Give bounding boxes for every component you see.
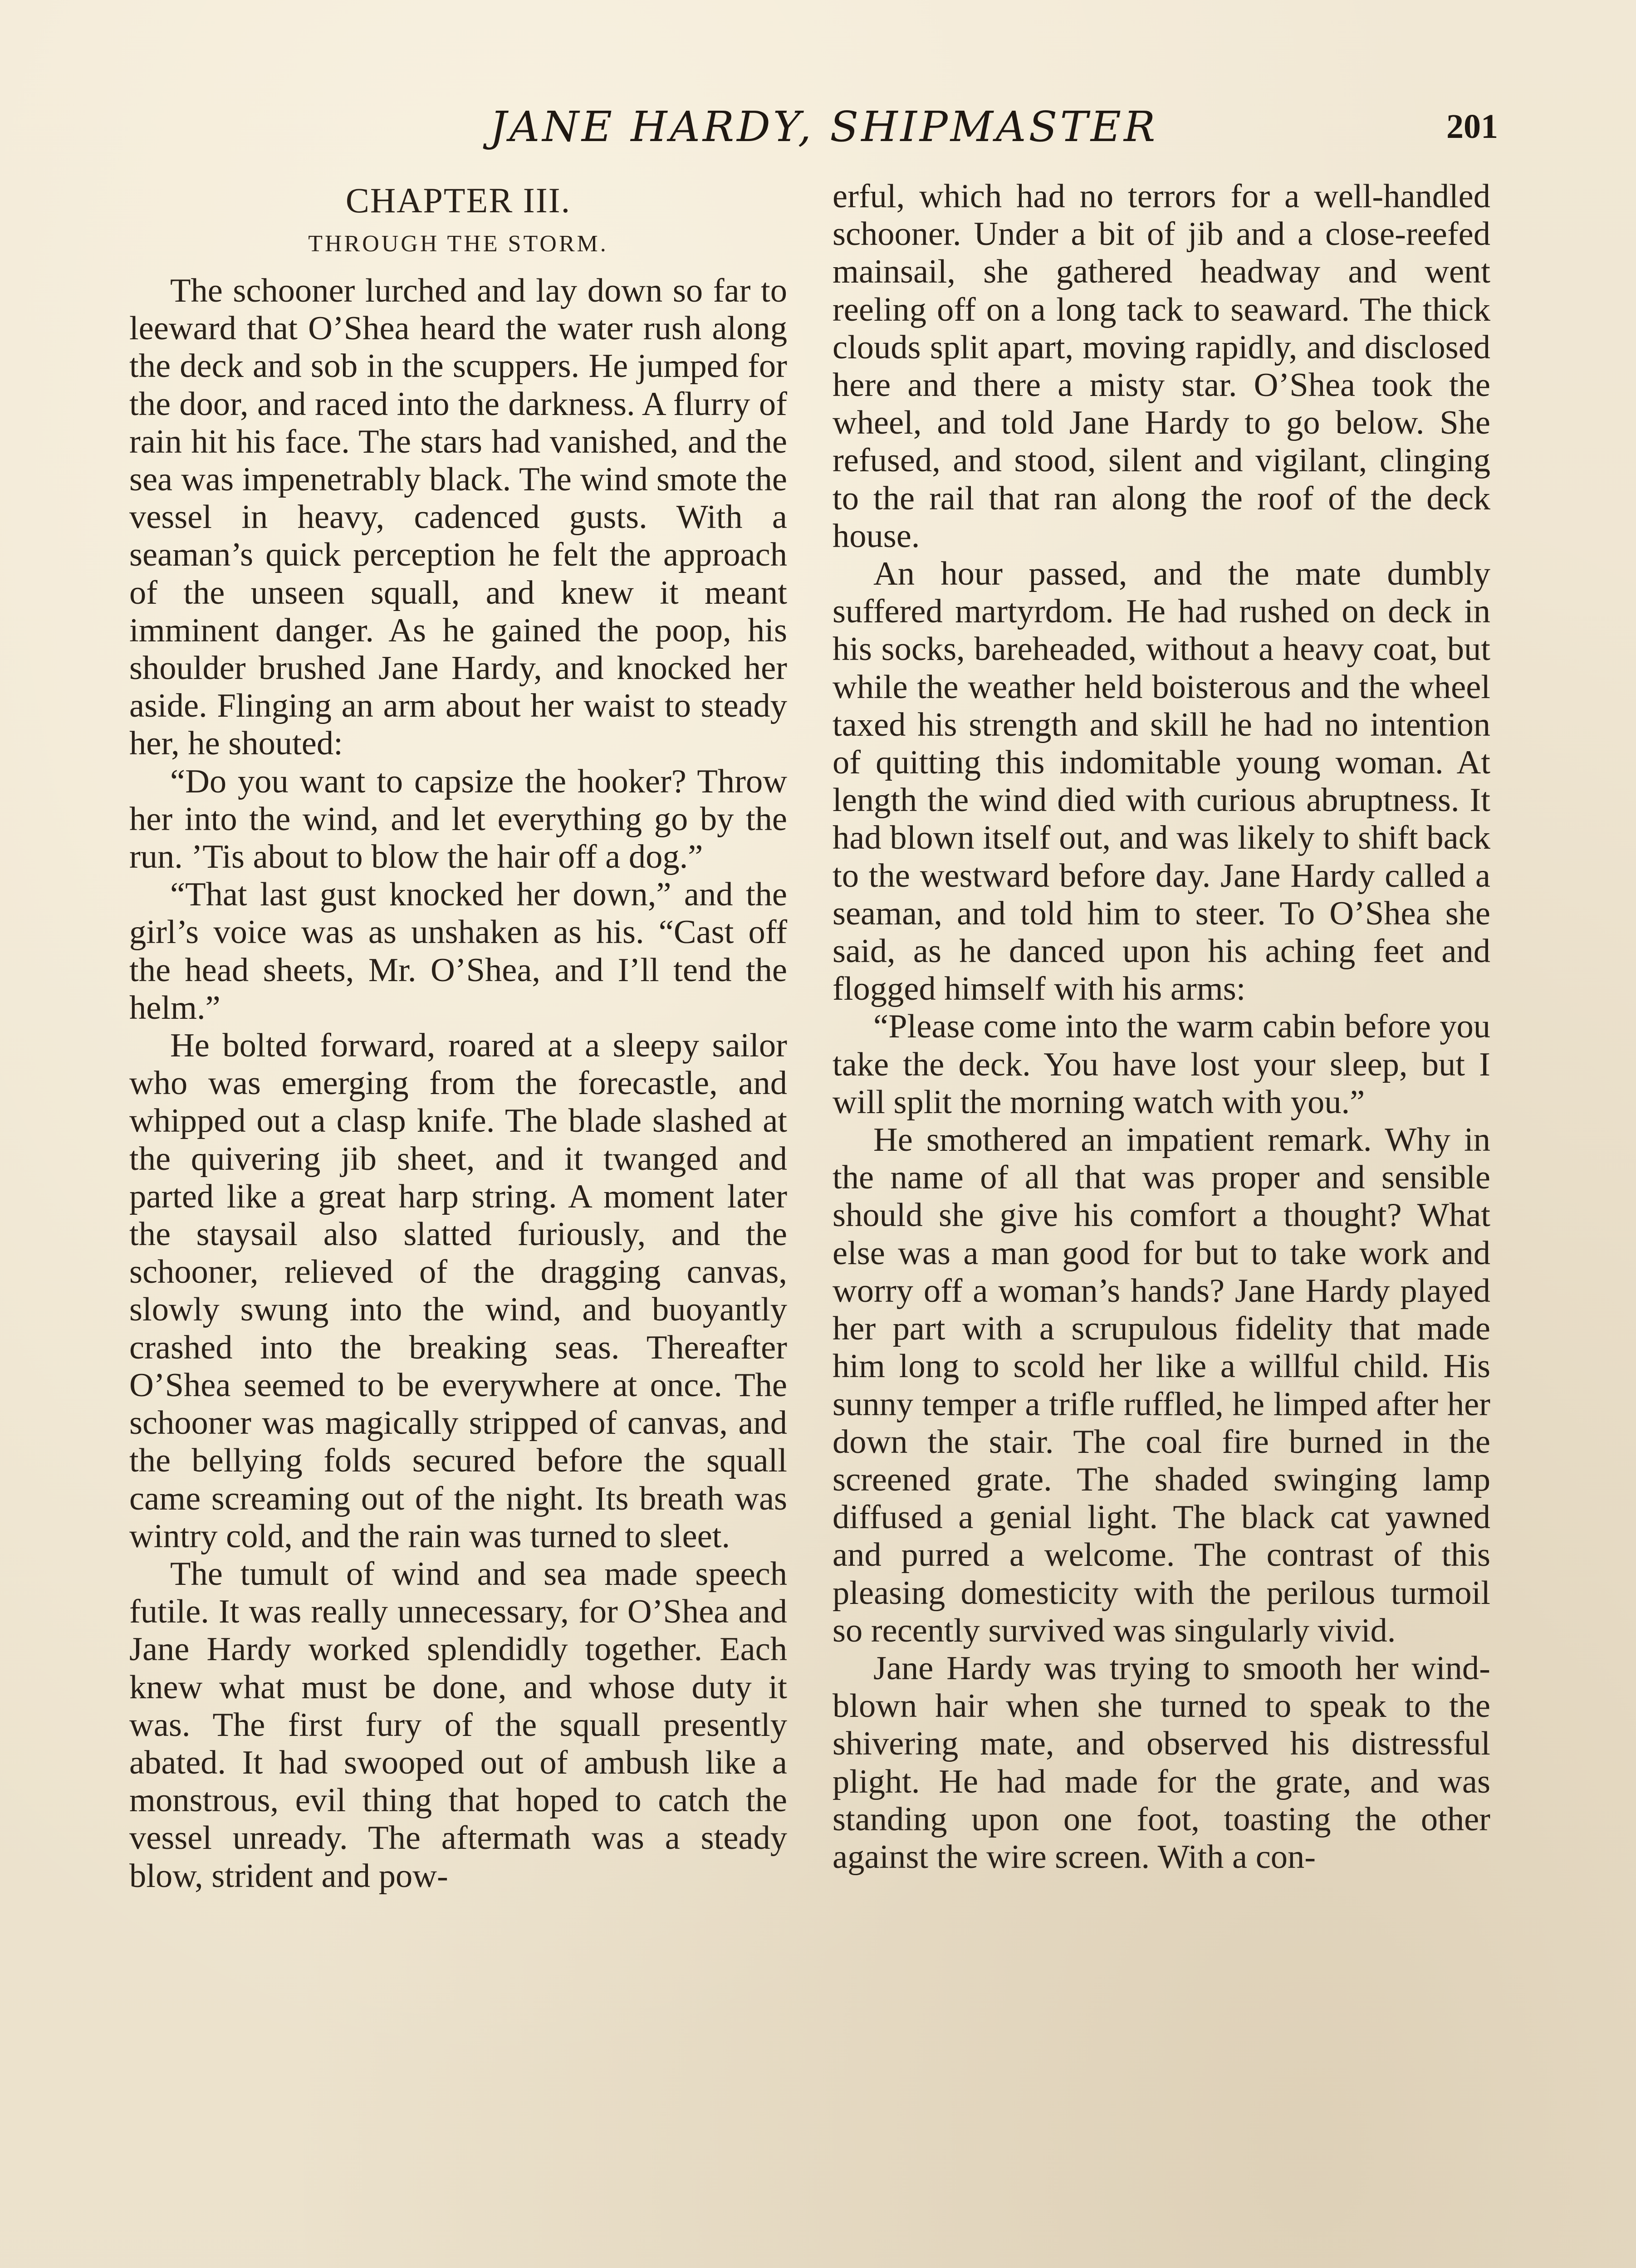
- text-column-right: [833, 178, 1490, 1876]
- paragraph-continuation: erful, which had no terrors for a well-handled schooner. Under a bit of jib and a close-reefed mainsail, she gathered headway and went reeling off on a long tack to seaward. The thick clouds split apart, moving rapidly, and disclosed here and there a misty star. O’Shea took the wheel, and told Jane Hardy to go below. She refused, and stood, silent and vigilant, clinging to the rail that ran along the roof of the deck house.: [833, 178, 1490, 555]
- chapter-title: CHAPTER III.: [345, 181, 571, 220]
- paragraph: He smothered an impatient remark. Why in the name of all that was proper and sensible should she give his comfort a thought? What else was a man good for but to take work and worry off a woman’s hands? Jane Hardy played her part with a scrupulous fidelity that made him long to scold her like a willful child. His sunny temper a trifle ruffled, he limped after her down the stair. The coal fire burned in the screened grate. The shaded swinging lamp diffused a genial light. The black cat yawned and purred a welcome. The contrast of this pleasing domesticity with the perilous turmoil so recently survived was singularly vivid.: [833, 1121, 1490, 1649]
- paragraph: The schooner lurched and lay down so far to leeward that O’Shea heard the water rush along the deck and sob in the scuppers. He jumped for the door, and raced into the darkness. A flurry of rain hit his face. The stars had vanished, and the sea was impenetrably black. The wind smote the vessel in heavy, cadenced gusts. With a seaman’s quick perception he felt the approach of the unseen squall, and knew it meant imminent danger. As he gained the poop, his shoulder brushed Jane Hardy, and knocked her aside. Flinging an arm about her waist to steady her, he shouted:: [129, 272, 787, 763]
- running-title: JANE HARDY, SHIPMASTER: [490, 103, 1158, 151]
- paragraph: “That last gust knocked her down,” and the girl’s voice was as unshaken as his. “Cast off the head sheets, Mr. O’Shea, and I’ll tend the helm.”: [129, 876, 787, 1026]
- page-number: 201: [1446, 108, 1498, 146]
- paragraph: He bolted forward, roared at a sleepy sailor who was emerging from the forecastle, and whipped out a clasp knife. The blade slashed at the quivering jib sheet, and it twanged and parted like a great harp string. A moment later the staysail also slatted furiously, and the schooner, relieved of the dragging canvas, slowly swung into the wind, and buoyantly crashed into the breaking seas. Thereafter O’Shea seemed to be everywhere at once. The schooner was magically stripped of canvas, and the bellying folds secured before the squall came screaming out of the night. Its breath was wintry cold, and the rain was turned to sleet.: [129, 1027, 787, 1555]
- chapter-subtitle: THROUGH THE STORM.: [308, 231, 608, 257]
- paragraph: The tumult of wind and sea made speech futile. It was really unnecessary, for O’Shea and Jane Hardy worked splendidly together. Each knew what must be done, and whose duty it was. The first fury of the squall presently abated. It had swooped out of ambush like a monstrous, evil thing that hoped to catch the vessel unready. The aftermath was a steady blow, strident and pow-: [129, 1555, 787, 1895]
- text-column-left: [129, 178, 787, 1895]
- paragraph: “Please come into the warm cabin before you take the deck. You have lost your sleep, but I will split the morning watch with you.”: [833, 1008, 1490, 1121]
- paragraph: An hour passed, and the mate dumbly suffered martyrdom. He had rushed on deck in his socks, bareheaded, without a heavy coat, but while the weather held boisterous and the wheel taxed his strength and skill he had no intention of quitting this indomitable young woman. At length the wind died with curious abruptness. It had blown itself out, and was likely to shift back to the westward before day. Jane Hardy called a seaman, and told him to steer. To O’Shea she said, as he danced upon his aching feet and flogged himself with his arms:: [833, 555, 1490, 1008]
- paragraph: Jane Hardy was trying to smooth her wind-blown hair when she turned to speak to the shivering mate, and observed his distressful plight. He had made for the grate, and was standing upon one foot, toasting the other against the wire screen. With a con-: [833, 1649, 1490, 1876]
- paragraph: “Do you want to capsize the hooker? Throw her into the wind, and let everything go by the run. ’Tis about to blow the hair off a dog.”: [129, 763, 787, 876]
